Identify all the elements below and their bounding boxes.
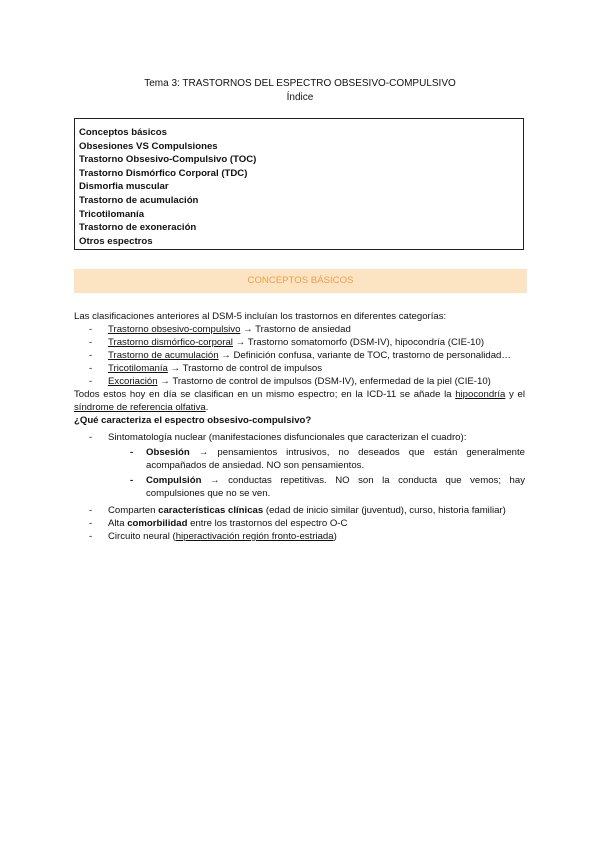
- term-tdc: Trastorno dismórfico-corporal: [108, 337, 233, 348]
- compulsion-text: → conductas repetitivas. NO son la conducta que vemos; hay compulsiones que no se ven.: [146, 475, 525, 499]
- list-item: [74, 517, 525, 530]
- summary-text: y el: [505, 389, 525, 400]
- comorb-text: Alta: [108, 518, 128, 529]
- term-toc: Trastorno obsesivo-compulsivo: [108, 324, 241, 335]
- term-excoriacion: Excoriación: [108, 376, 158, 387]
- list-item: [74, 323, 525, 336]
- section-content: [74, 310, 525, 543]
- circuit-text: ): [333, 531, 337, 542]
- list-item: [74, 349, 525, 362]
- list-item: [74, 375, 525, 388]
- summary-text: Todos estos hoy en día se clasifican en un mismo espectro; en la ICD-11 se añade la: [74, 389, 456, 400]
- list-item: [108, 474, 525, 500]
- sindrome-term: síndrome de referencia olfativa: [74, 402, 206, 413]
- list-item: [74, 362, 525, 375]
- compulsion-term: Compulsión: [146, 475, 202, 486]
- classification-list: [74, 323, 525, 388]
- obsesion-term: Obsesión: [146, 447, 190, 458]
- summary-text: .: [205, 402, 209, 413]
- term-description: → Trastorno somatomorfo (DSM-IV), hipocondría (CIE-10): [232, 337, 485, 348]
- comorb-bold: comorbilidad: [127, 518, 188, 529]
- question-heading: ¿Qué caracteriza el espectro obsesivo-compulsivo?: [74, 415, 312, 426]
- term-description: → Trastorno de control de impulsos: [167, 363, 322, 374]
- summary-paragraph: [74, 388, 525, 414]
- term-description: → Trastorno de ansiedad: [240, 324, 351, 335]
- term-acumulacion: Trastorno de acumulación: [108, 350, 219, 361]
- index-heading: Índice: [286, 92, 314, 103]
- shared-text: (edad de inicio similar (juventud), curso, historia familiar): [263, 505, 506, 516]
- toc-item-acumulacion[interactable]: Trastorno de acumulación: [79, 194, 199, 206]
- characteristics-list: [74, 431, 525, 543]
- circuit-text: Circuito neural (: [108, 531, 176, 542]
- document-title: Tema 3: TRASTORNOS DEL ESPECTRO OBSESIVO-COMPULSIVO: [144, 78, 456, 89]
- term-description: → Definición confusa, variante de TOC, trastorno de personalidad…: [218, 350, 511, 361]
- toc-item-otros[interactable]: Otros espectros: [79, 235, 153, 247]
- list-item: [74, 431, 525, 500]
- circuit-term: hiperactivación región fronto-estriada: [175, 531, 334, 542]
- shared-text: Comparten: [108, 505, 159, 516]
- obsesion-text: → pensamientos intrusivos, no deseados que están generalmente acompañados de ansiedad. NO son pensamientos.: [146, 447, 525, 471]
- list-item: [74, 530, 525, 543]
- symptoms-sublist: [108, 446, 525, 500]
- toc-item-dismorfia[interactable]: Dismorfia muscular: [79, 181, 169, 193]
- toc-item-conceptos[interactable]: Conceptos básicos: [79, 127, 167, 138]
- toc-item-tdc[interactable]: Trastorno Dismórfico Corporal (TDC): [79, 167, 248, 179]
- toc-item-obsesiones[interactable]: Obsesiones VS Compulsiones: [79, 140, 218, 152]
- list-item: [74, 336, 525, 349]
- toc-item-exoneracion[interactable]: Trastorno de exoneración: [79, 222, 197, 234]
- intro-paragraph: Las clasificaciones anteriores al DSM-5 incluían los trastornos en diferentes categorías:: [74, 311, 447, 322]
- hipocondria-term: hipocondría: [455, 389, 506, 400]
- toc-item-tricotilomania[interactable]: Tricotilomanía: [79, 208, 145, 220]
- term-tricotilomania: Tricotilomanía: [108, 363, 168, 374]
- shared-bold: características clínicas: [158, 505, 264, 516]
- list-item: [108, 446, 525, 472]
- section-banner: CONCEPTOS BÁSICOS: [74, 269, 527, 293]
- nuclear-text: Sintomatología nuclear (manifestaciones disfuncionales que caracterizan el cuadro):: [108, 432, 467, 443]
- term-description: → Trastorno de control de impulsos (DSM-IV), enfermedad de la piel (CIE-10): [157, 376, 491, 387]
- comorb-text: entre los trastornos del espectro O-C: [187, 518, 348, 529]
- table-of-contents: [74, 118, 524, 250]
- toc-item-toc[interactable]: Trastorno Obsesivo-Compulsivo (TOC): [79, 154, 257, 166]
- list-item: [74, 504, 525, 517]
